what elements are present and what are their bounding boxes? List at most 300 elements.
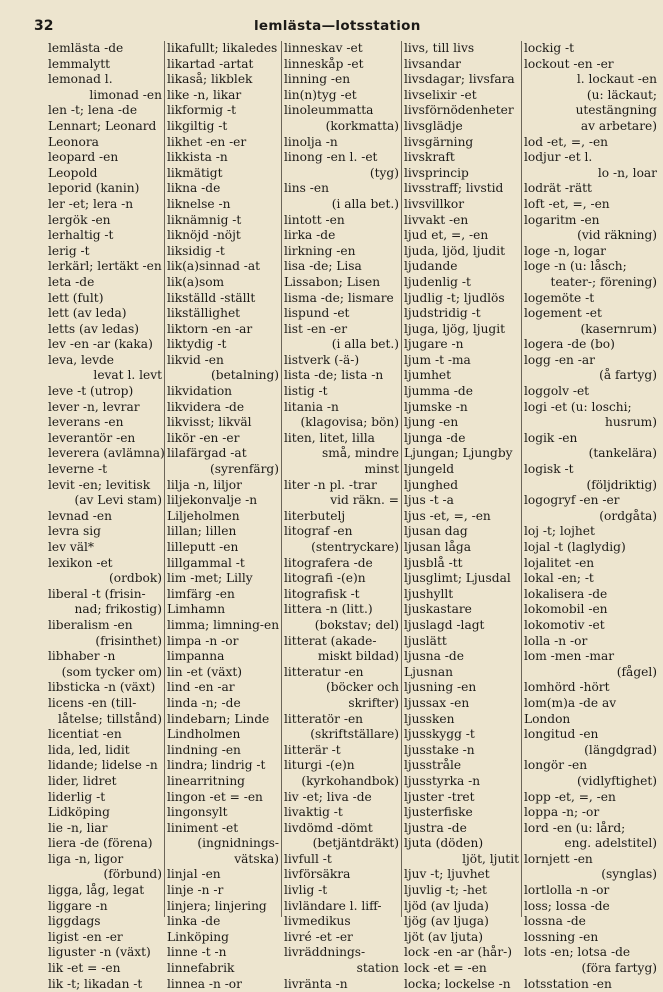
dictionary-line: lik -et = -en [48, 961, 121, 976]
dictionary-line: libhaber -n [48, 649, 116, 664]
dictionary-line: linearritning [167, 773, 245, 788]
dictionary-line: likmätigt [167, 165, 223, 180]
dictionary-line: lossna -de [524, 914, 586, 929]
dictionary-line: lots -en; lotsa -de [524, 945, 631, 960]
dictionary-line: likvisst; likväl [167, 415, 252, 430]
dictionary-line: (korkmatta) [325, 118, 399, 133]
dictionary-line: lillgammal -t [167, 555, 245, 570]
dictionary-line: lie -n, liar [48, 820, 108, 835]
dictionary-line: liknöjd -nöjt [167, 228, 241, 243]
dictionary-line: Ljusnan [404, 664, 453, 679]
dictionary-line: litografisk -t [284, 586, 360, 601]
dictionary-line: loggolv -et [524, 384, 590, 399]
dictionary-line: vid räkn. = [330, 493, 399, 508]
dictionary-line: lik -t; likadan -t [48, 976, 143, 991]
dictionary-line: logik -en [524, 430, 578, 445]
dictionary-line: (i alla bet.) [331, 337, 399, 352]
dictionary-line: lerkärl; lertäkt -en [48, 259, 162, 274]
dictionary-line: Lennart; Leonard [48, 118, 157, 133]
dictionary-line: ljusglimt; Ljusdal [404, 571, 511, 586]
dictionary-line: lindra; lindrig -t [167, 758, 266, 773]
dictionary-line: ljuda, ljöd, ljudit [404, 243, 506, 258]
dictionary-line: lo -n, loar [597, 165, 657, 180]
dictionary-line: (ingnidnings- [197, 836, 279, 851]
dictionary-line: liberal -t (frisin- [48, 586, 146, 601]
dictionary-line: leta -de [48, 274, 95, 289]
dictionary-line: lock -et = -en [404, 961, 487, 976]
dictionary-line: lintott -en [284, 212, 345, 227]
dictionary-line: livsstraff; livstid [404, 181, 504, 196]
dictionary-line: livsglädje [404, 118, 463, 133]
dictionary-line: ljushyllt [404, 586, 454, 601]
dictionary-line: lom(m)a -de av [524, 695, 617, 710]
dictionary-line: ljusna -de [404, 649, 464, 664]
dictionary-line: (bokstav; del) [314, 617, 399, 632]
dictionary-line: litografi -(e)n [284, 571, 366, 586]
dictionary-line: (syrenfärg) [210, 462, 279, 477]
dictionary-line: ljumske -n [404, 399, 468, 414]
dictionary-line: liggare -n [48, 898, 108, 913]
dictionary-line: ljuslätt [404, 633, 447, 648]
dictionary-line: linneskåp -et [284, 56, 364, 71]
dictionary-line: Liljeholmen [167, 508, 240, 523]
dictionary-line: ljudlig -t; ljudlös [404, 290, 505, 305]
dictionary-line: l. lockaut -en [576, 72, 657, 87]
dictionary-line: minst [364, 462, 399, 477]
dictionary-line: litterär -t [284, 742, 341, 757]
dictionary-line: livsdagar; livsfara [404, 72, 515, 87]
column-4 [401, 41, 521, 991]
dictionary-line: liderlig -t [48, 789, 106, 804]
dictionary-line: lemmalytt [48, 56, 111, 71]
dictionary-line: lodrät -rätt [524, 181, 592, 196]
dictionary-line: liter -n pl. -trar [284, 477, 377, 492]
dictionary-line: (förbund) [103, 867, 162, 882]
dictionary-line: leverantör -en [48, 430, 136, 445]
column-5 [521, 41, 659, 991]
dictionary-line: lista -de; lista -n [284, 368, 384, 383]
dictionary-line: limpa -n -or [167, 633, 239, 648]
dictionary-line: linda -n; -de [167, 695, 241, 710]
dictionary-line: lock -en -ar (hår-) [404, 945, 513, 960]
dictionary-line: livré -et -er [284, 929, 353, 944]
dictionary-line: lokal -en; -t [524, 571, 594, 586]
dictionary-line: London [524, 711, 571, 726]
dictionary-line: lins -en [284, 181, 329, 196]
dictionary-line: likafullt; likaledes [167, 41, 278, 55]
dictionary-line: likna -de [167, 181, 221, 196]
dictionary-line: lett (fult) [48, 290, 104, 305]
dictionary-line: livsprincip [404, 165, 469, 180]
dictionary-line: leopard -en [48, 150, 119, 165]
dictionary-line: lexikon -et [48, 555, 113, 570]
dictionary-line: ljuskastare [404, 602, 472, 617]
dictionary-line: lortlolla -n -or [524, 883, 610, 898]
dictionary-line: ljunga -de [404, 430, 466, 445]
dictionary-line: lilleputt -en [167, 540, 239, 554]
dictionary-line: listverk (-ä-) [284, 352, 360, 367]
dictionary-line: utestängning [575, 103, 657, 118]
dictionary-line: lokomobil -en [524, 602, 608, 617]
dictionary-line: liberalism -en [48, 617, 133, 632]
dictionary-line: liktydig -t [167, 337, 227, 352]
dictionary-line: lojalitet -en [524, 555, 595, 570]
dictionary-line: (längdgrad) [584, 742, 657, 757]
dictionary-line: livdömd -dömt [284, 820, 373, 835]
dictionary-line: literbutelj [284, 508, 346, 523]
dictionary-line: låtelse; tillstånd) [57, 711, 162, 726]
dictionary-line: lojal -t (laglydig) [524, 540, 626, 554]
dictionary-line: levit -en; levitisk [48, 477, 151, 492]
dictionary-line: longitud -en [524, 727, 599, 742]
dictionary-line: ljusblå -tt [404, 555, 463, 570]
dictionary-line: liga -n, ligor [48, 851, 124, 866]
dictionary-line: likvidation [167, 384, 233, 399]
dictionary-line: lin -et (växt) [167, 664, 243, 679]
dictionary-line: ljöt, ljutit [462, 851, 519, 866]
dictionary-line: ligga, låg, legat [48, 883, 145, 898]
dictionary-line: lirkning -en [284, 243, 356, 258]
dictionary-line: logaritm -en [524, 212, 600, 227]
dictionary-line: lin(n)tyg -et [284, 87, 357, 102]
dictionary-line: lomhörd -hört [524, 680, 610, 695]
dictionary-line: leverera (avlämna) [48, 446, 165, 461]
dictionary-line: ljussax -en [404, 695, 470, 710]
dictionary-line: livränta -n [284, 976, 348, 991]
dictionary-line: ljud et, =, -en [404, 228, 489, 243]
dictionary-line: (föra fartyg) [581, 961, 657, 976]
dictionary-line: ljustra -de [404, 820, 467, 835]
dictionary-line: (följdriktig) [586, 477, 657, 492]
dictionary-line: lider, lidret [48, 773, 117, 788]
dictionary-line: (i alla bet.) [331, 196, 399, 211]
dictionary-line: (kasernrum) [580, 321, 657, 336]
dictionary-line: ljuslagd -lagt [404, 617, 485, 632]
dictionary-line: ljum -t -ma [404, 352, 471, 367]
dictionary-line: liguster -n (växt) [48, 945, 151, 960]
dictionary-line: (u: läckaut; [586, 87, 657, 102]
dictionary-line: lingon -et = -en [167, 789, 263, 804]
dictionary-line: livs, till livs [404, 41, 475, 55]
dictionary-line: letts (av ledas) [48, 321, 140, 336]
dictionary-line: lilja -n, liljor [167, 477, 242, 492]
dictionary-line: lotsstation -en [524, 976, 612, 991]
dictionary-line: licens -en (till- [48, 695, 137, 710]
dictionary-line: logi -et (u: loschi; [524, 399, 632, 414]
dictionary-line: skrifter) [348, 695, 399, 710]
dictionary-line: ljumma -de [404, 384, 473, 399]
dictionary-line: listig -t [284, 384, 328, 399]
dictionary-line: (stentryckare) [311, 540, 399, 554]
dictionary-line: loppa -n; -or [524, 805, 600, 820]
dictionary-line: små, mindre [322, 446, 399, 461]
dictionary-line: (skriftställare) [310, 727, 399, 742]
column-1 [46, 41, 165, 991]
dictionary-line: ljöt (av ljuta) [404, 929, 484, 944]
dictionary-line: (tyg) [369, 165, 399, 180]
dictionary-line: len -t; lena -de [48, 103, 138, 118]
dictionary-line: lev -en -ar (kaka) [48, 337, 153, 352]
dictionary-line: like -n, likar [167, 87, 242, 102]
dictionary-line: lim -met; Lilly [167, 571, 253, 586]
dictionary-line: linnea -n -or [167, 976, 242, 991]
dictionary-line: ljusstråle [404, 758, 462, 773]
dictionary-line: livskraft [404, 150, 455, 165]
dictionary-line: likvid -en [167, 352, 224, 367]
dictionary-line: lom -men -mar [524, 649, 615, 664]
dictionary-line: lidande; lidelse -n [48, 758, 158, 773]
dictionary-line: loge -n, logar [524, 243, 606, 258]
dictionary-line: leverne -t [48, 462, 107, 477]
dictionary-line: linong -en l. -et [284, 150, 378, 165]
dictionary-line: livlig -t [284, 883, 328, 898]
dictionary-line: livsgärning [404, 134, 474, 149]
dictionary-line: liggdags [48, 914, 101, 929]
dictionary-line: lispund -et [284, 306, 350, 321]
dictionary-line: loge -n (u: låsch; [524, 259, 627, 274]
dictionary-line: lever -n, levrar [48, 399, 140, 414]
dictionary-columns [46, 41, 659, 991]
dictionary-line: liktorn -en -ar [167, 321, 253, 336]
dictionary-line: ljusning -en [404, 680, 477, 695]
dictionary-line: ler -et; lera -n [48, 196, 134, 211]
dictionary-line: likkista -n [167, 150, 228, 165]
dictionary-line: Lindholmen [167, 727, 241, 742]
dictionary-line: litteratör -en [284, 711, 364, 726]
dictionary-line: logg -en -ar [524, 352, 595, 367]
dictionary-line: linjera; linjering [167, 898, 267, 913]
dictionary-line: liljekonvalje -n [167, 493, 258, 508]
dictionary-line: logemöte -t [524, 290, 595, 305]
dictionary-line: logera -de (bo) [524, 337, 615, 352]
dictionary-line: ljöd (av ljuda) [404, 898, 489, 913]
dictionary-line: ljungeld [404, 462, 455, 477]
dictionary-line: lergök -en [48, 212, 111, 227]
dictionary-line: (av Levi stam) [74, 493, 162, 508]
dictionary-line: list -en -er [284, 321, 348, 336]
dictionary-line: nad; frikostig) [74, 602, 162, 617]
dictionary-line: lodjur -et l. [524, 150, 593, 165]
dictionary-line: liturgi -(e)n [284, 758, 355, 773]
dictionary-line: lirka -de [284, 228, 336, 243]
dictionary-line: livländare l. liff- [284, 898, 382, 913]
dictionary-line: ljus -et, =, -en [404, 508, 491, 523]
dictionary-line: ljusstake -n [404, 742, 475, 757]
dictionary-line: (vid räkning) [577, 228, 657, 243]
dictionary-line: likgiltig -t [167, 118, 228, 133]
dictionary-line: (tankelära) [588, 446, 657, 461]
page-number: 32 [34, 18, 54, 34]
dictionary-line: (betjäntdräkt) [312, 836, 399, 851]
dictionary-line: ljusstyrka -n [404, 773, 481, 788]
dictionary-line: lev väl* [48, 540, 95, 554]
page-header [34, 14, 647, 40]
dictionary-line: livräddnings- [284, 945, 366, 960]
dictionary-line: linka -de [167, 914, 221, 929]
dictionary-line: lolla -n -or [524, 633, 588, 648]
dictionary-line: lida, led, lidit [48, 742, 130, 757]
dictionary-line: livsandar [404, 56, 461, 71]
dictionary-line: limonad -en [89, 87, 162, 102]
dictionary-line: livsförnödenheter [404, 103, 514, 118]
dictionary-line: lingonsylt [167, 805, 228, 820]
dictionary-line: limfärg -en [167, 586, 235, 601]
dictionary-line: av arbetare) [580, 118, 657, 133]
dictionary-line: leve -t (utrop) [48, 384, 134, 399]
dictionary-line: Ljungan; Ljungby [404, 446, 513, 461]
dictionary-line: linoleummatta [284, 103, 374, 118]
dictionary-line: limma; limning-en [167, 617, 280, 632]
dictionary-line: liksidig -t [167, 243, 225, 258]
dictionary-line: Lissabon; Lisen [284, 274, 381, 289]
dictionary-line: ljudenlig -t [404, 274, 471, 289]
dictionary-line: ljussken [404, 711, 455, 726]
dictionary-line: ljuvlig -t; -het [404, 883, 487, 898]
dictionary-line: liv -et; liva -de [284, 789, 372, 804]
dictionary-line: ljusan låga [404, 540, 472, 554]
dictionary-line: likställd -ställt [167, 290, 256, 305]
dictionary-line: levra sig [48, 524, 101, 539]
dictionary-line: lord -en (u: lård; [524, 820, 626, 835]
dictionary-line: likaså; likblek [167, 72, 253, 87]
dictionary-line: lopp -et, =, -en [524, 789, 616, 804]
dictionary-line: litograf -en [284, 524, 353, 539]
dictionary-line: lod -et, =, -en [524, 134, 609, 149]
dictionary-line: liknelse -n [167, 196, 231, 211]
dictionary-line: linneskav -et [284, 41, 363, 55]
dictionary-line: likartad -artat [167, 56, 254, 71]
dictionary-line: lik(a)sinnad -at [167, 259, 261, 274]
dictionary-line: lett (av leda) [48, 306, 127, 321]
dictionary-line: (å fartyg) [599, 368, 657, 383]
dictionary-line: linning -en [284, 72, 351, 87]
dictionary-line: livfull -t [284, 851, 332, 866]
dictionary-line: likhet -en -er [167, 134, 247, 149]
dictionary-line: Lidköping [48, 805, 110, 820]
dictionary-line: leporid (kanin) [48, 181, 140, 196]
dictionary-line: lockout -en -er [524, 56, 614, 71]
dictionary-line: linjal -en [167, 867, 221, 882]
dictionary-line: likformig -t [167, 103, 237, 118]
dictionary-line: husrum) [605, 415, 657, 430]
dictionary-line: loss; lossa -de [524, 898, 610, 913]
dictionary-line: lillan; lillen [167, 524, 237, 539]
dictionary-line: libsticka -n (växt) [48, 680, 156, 695]
dictionary-line: lokalisera -de [524, 586, 608, 601]
dictionary-line: Linköping [167, 929, 229, 944]
column-3 [281, 41, 401, 991]
dictionary-line: Leonora [48, 134, 99, 149]
dictionary-line: lisma -de; lismare [284, 290, 394, 305]
dictionary-line: likställighet [167, 306, 241, 321]
running-head: lemlästa—lotsstation [254, 18, 421, 34]
dictionary-line: (ordgåta) [599, 508, 657, 523]
dictionary-line: lemonad l. [48, 72, 113, 87]
dictionary-line: littera -n (litt.) [284, 602, 373, 617]
dictionary-line: lik(a)som [167, 274, 225, 289]
dictionary-line: likvidera -de [167, 399, 245, 414]
dictionary-line: eng. adelstitel) [564, 836, 657, 851]
dictionary-line: ljusskygg -t [404, 727, 475, 742]
dictionary-line: longör -en [524, 758, 588, 773]
dictionary-line: litografera -de [284, 555, 373, 570]
dictionary-line: lind -en -ar [167, 680, 235, 695]
dictionary-line: (böcker och [325, 680, 399, 695]
dictionary-line: linne -t -n [167, 945, 227, 960]
dictionary-line: liknämnig -t [167, 212, 242, 227]
dictionary-line: ljudstridig -t [404, 306, 481, 321]
dictionary-line: licentiat -en [48, 727, 122, 742]
dictionary-line: (vidlyftighet) [577, 773, 657, 788]
dictionary-line: liniment -et [167, 820, 239, 835]
dictionary-line: leva, levde [48, 352, 115, 367]
dictionary-line: leverans -en [48, 415, 124, 430]
dictionary-line: likör -en -er [167, 430, 240, 445]
dictionary-line: (som tycker om) [61, 664, 162, 679]
dictionary-line: teater-; förening) [550, 274, 657, 289]
dictionary-line: linnefabrik [167, 961, 235, 976]
dictionary-line: limpanna [167, 649, 225, 664]
dictionary-line: station [356, 961, 399, 976]
dictionary-line: ljusan dag [404, 524, 468, 539]
dictionary-line: ljugare -n [404, 337, 464, 352]
dictionary-line: livsvillkor [404, 196, 465, 211]
dictionary-line: lilafärgad -at [167, 446, 247, 461]
dictionary-line: ljumhet [404, 368, 452, 383]
dictionary-line: Limhamn [167, 602, 226, 617]
dictionary-line: livmedikus [284, 914, 351, 929]
dictionary-line: ljunghed [404, 477, 459, 492]
dictionary-line: logisk -t [524, 462, 574, 477]
dictionary-line: (kyrkohandbok) [301, 773, 399, 788]
dictionary-line: liera -de (förena) [48, 836, 153, 851]
dictionary-line: lerhaltig -t [48, 228, 114, 243]
dictionary-line: (synglas) [601, 867, 657, 882]
dictionary-line: (frisinthet) [95, 633, 162, 648]
column-2 [164, 41, 281, 991]
dictionary-line: lerig -t [48, 243, 90, 258]
dictionary-line: linje -n -r [167, 883, 224, 898]
dictionary-line: lindning -en [167, 742, 241, 757]
dictionary-line: litteratur -en [284, 664, 364, 679]
dictionary-line: lemlästa -de [48, 41, 124, 55]
dictionary-line: ljudande [404, 259, 458, 274]
dictionary-line: litania -n [284, 399, 339, 414]
dictionary-line: lossning -en [524, 929, 599, 944]
dictionary-line: lornjett -en [524, 851, 593, 866]
dictionary-line: ljög (av ljuga) [404, 914, 489, 929]
dictionary-line: levat l. levt [93, 368, 162, 383]
dictionary-line: (ordbok) [109, 571, 162, 586]
dictionary-line: vätska) [234, 851, 279, 866]
dictionary-line: lokomotiv -et [524, 617, 605, 632]
dictionary-line: loj -t; lojhet [524, 524, 595, 539]
dictionary-line: loft -et, =, -en [524, 196, 610, 211]
dictionary-line: livförsäkra [284, 867, 351, 882]
dictionary-line: livselixir -et [404, 87, 477, 102]
dictionary-line: lindebarn; Linde [167, 711, 270, 726]
dictionary-line: (klagovisa; bön) [300, 415, 399, 430]
dictionary-line: ljus -t -a [404, 493, 454, 508]
dictionary-line: (fågel) [616, 664, 657, 679]
dictionary-line: litterat (akade- [284, 633, 377, 648]
dictionary-line: ligist -en -er [48, 929, 123, 944]
dictionary-line: locka; lockelse -n [404, 976, 511, 991]
dictionary-line: logogryf -en -er [524, 493, 620, 508]
dictionary-line: miskt bildad) [317, 649, 399, 664]
dictionary-line: ljuta (döden) [404, 836, 484, 851]
dictionary-line: lockig -t [524, 41, 575, 55]
